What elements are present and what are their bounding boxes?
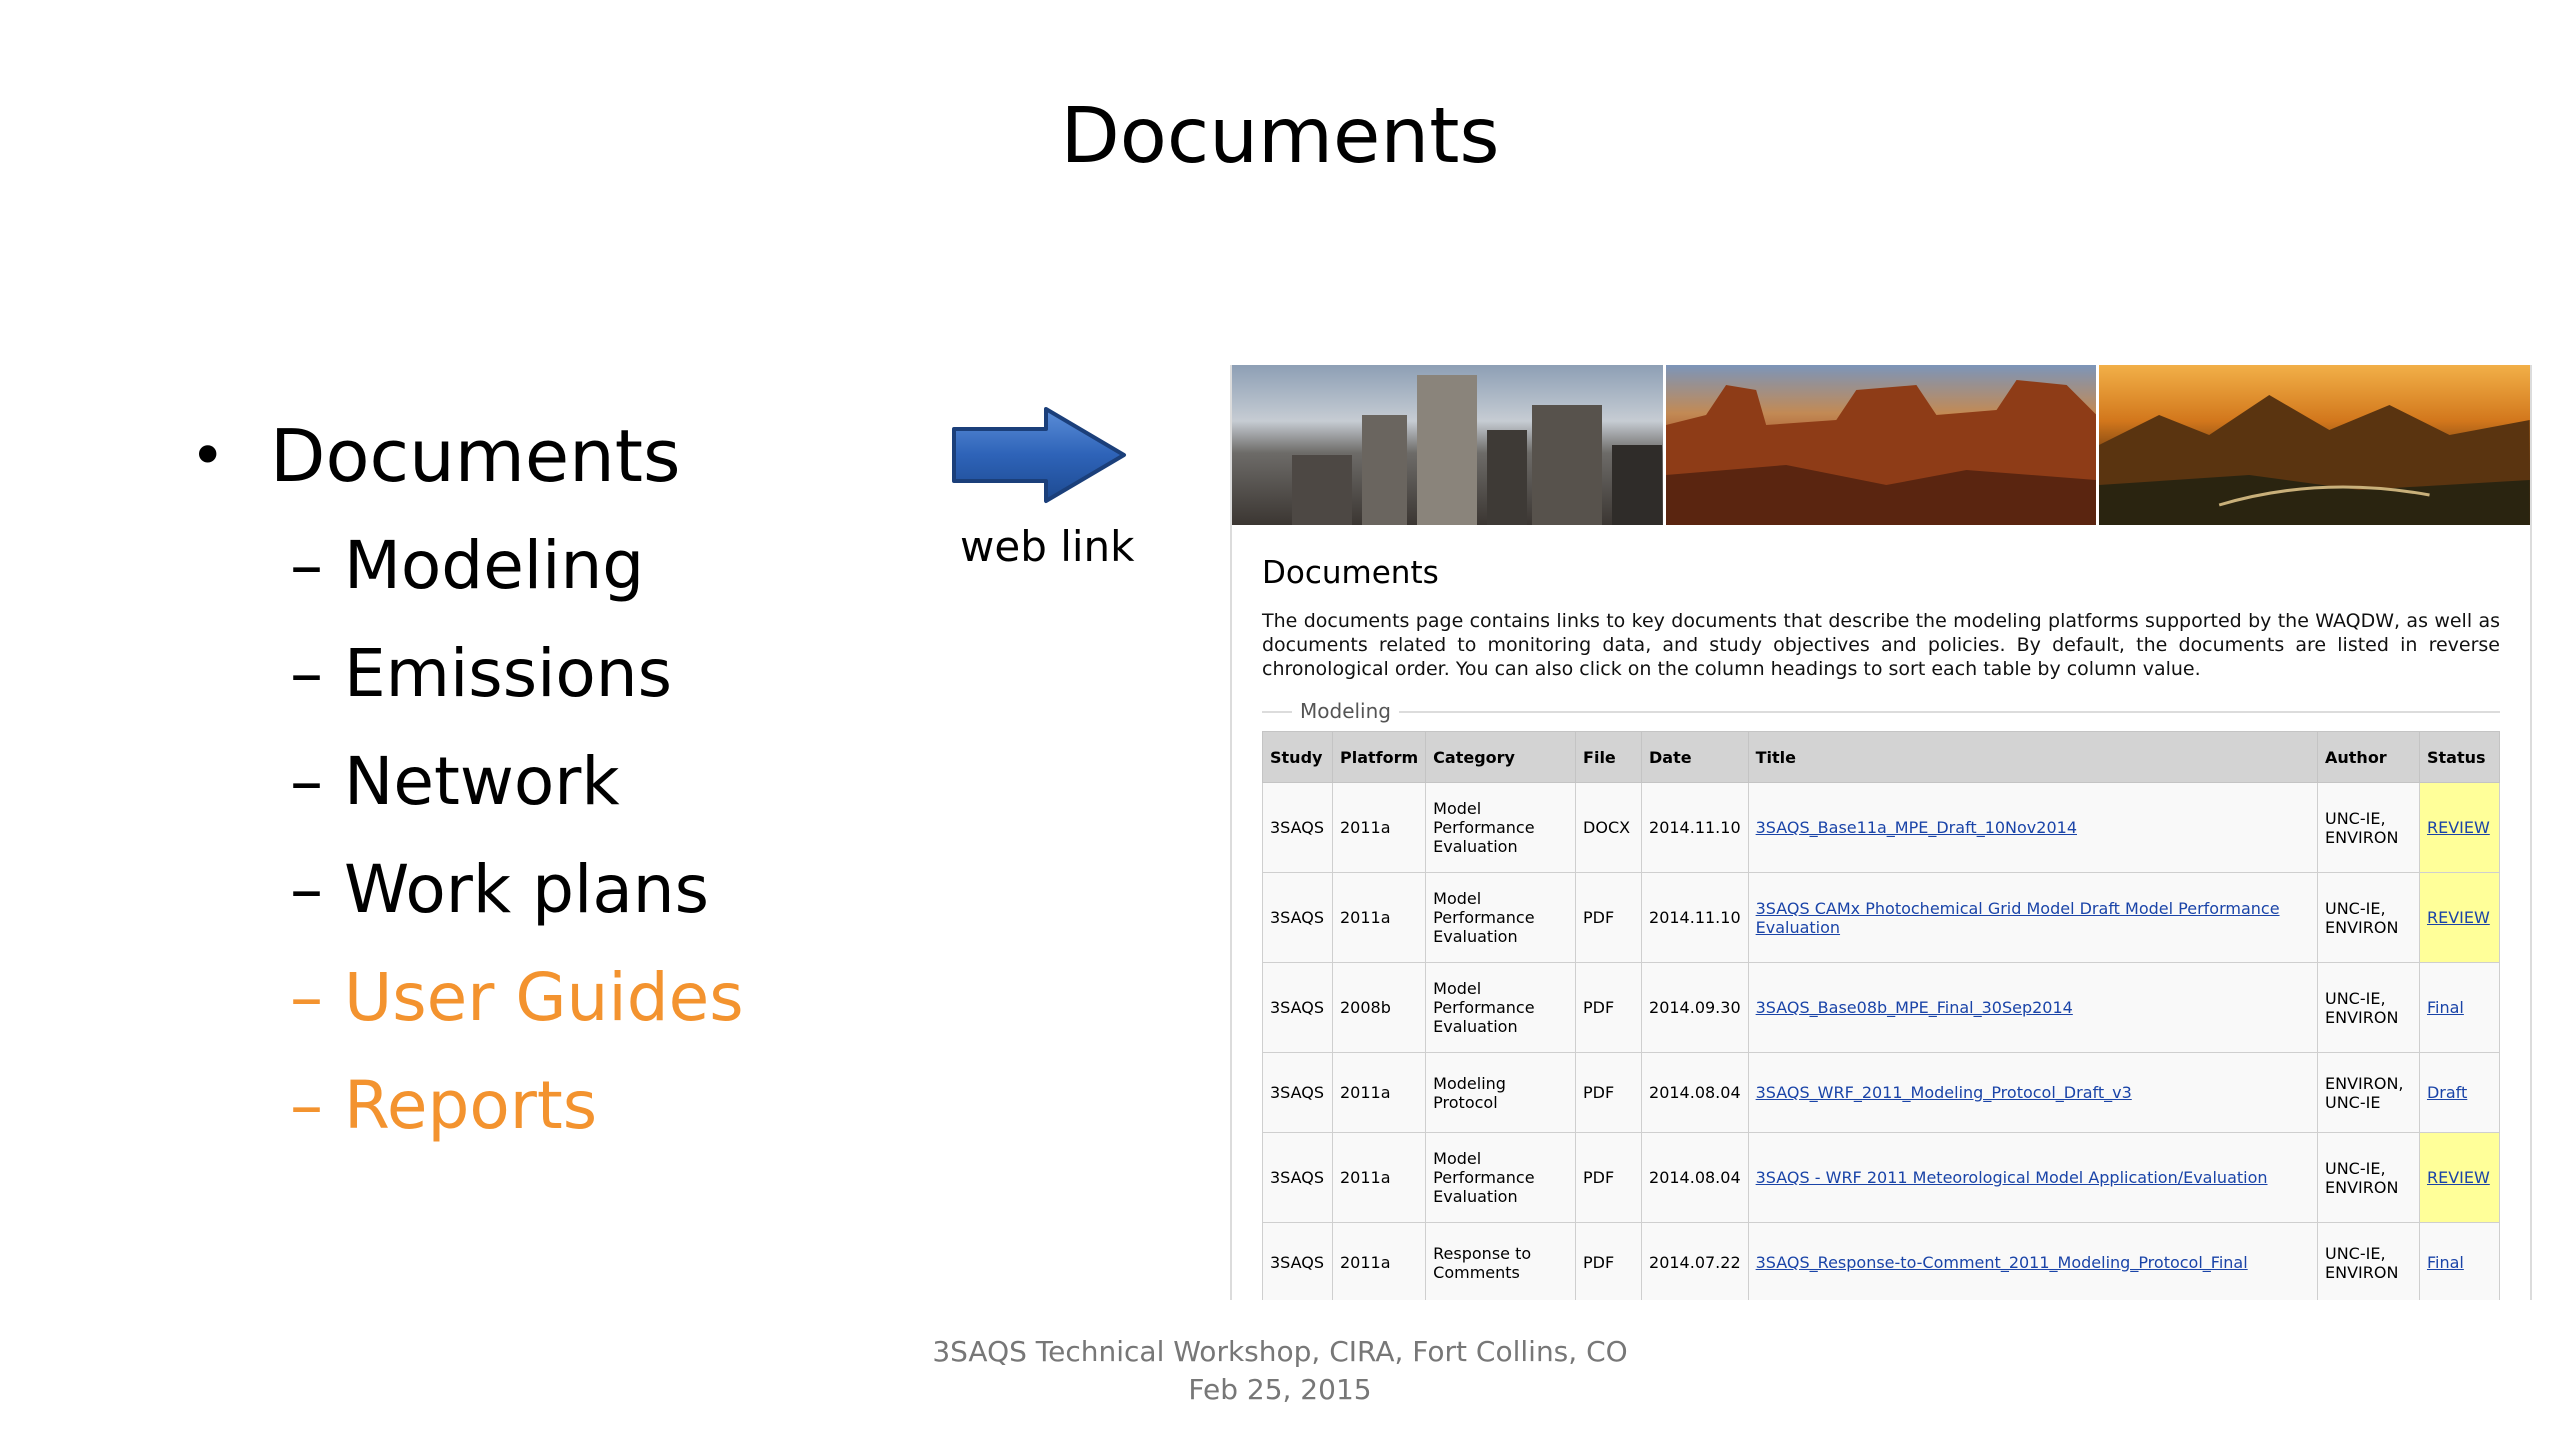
cell-status bbox=[2419, 873, 2499, 963]
document-link[interactable]: 3SAQS_Response-to-Comment_2011_Modeling_Protocol_Final bbox=[1755, 1253, 2248, 1272]
table-row bbox=[1263, 1133, 2500, 1223]
cell-author: UNC-IE, ENVIRON bbox=[2318, 783, 2420, 873]
cell-category: Model Performance Evaluation bbox=[1426, 1133, 1576, 1223]
right-arrow-icon bbox=[950, 405, 1130, 505]
sub-item-user-guides: – User Guides bbox=[290, 959, 744, 1036]
sub-item-emissions: – Emissions bbox=[290, 635, 673, 712]
cell-date: 2014.09.30 bbox=[1642, 963, 1749, 1053]
col-header-category[interactable]: Category bbox=[1426, 732, 1576, 783]
cell-date: 2014.07.22 bbox=[1642, 1223, 1749, 1301]
cell-study: 3SAQS bbox=[1263, 1223, 1333, 1301]
cell-category: Model Performance Evaluation bbox=[1426, 963, 1576, 1053]
cell-file: PDF bbox=[1576, 963, 1642, 1053]
cell-category: Model Performance Evaluation bbox=[1426, 873, 1576, 963]
col-header-study[interactable]: Study bbox=[1263, 732, 1333, 783]
slide-title: Documents bbox=[1060, 92, 1500, 181]
cell-status bbox=[2419, 1053, 2499, 1133]
table-row bbox=[1263, 963, 2500, 1053]
footer-event: 3SAQS Technical Workshop, CIRA, Fort Collins, CO bbox=[932, 1335, 1628, 1368]
status-link[interactable]: REVIEW bbox=[2426, 1168, 2490, 1187]
cell-platform: 2011a bbox=[1332, 1053, 1425, 1133]
sub-item-work-plans: – Work plans bbox=[290, 851, 709, 928]
slide-footer bbox=[0, 1333, 2560, 1409]
col-header-date[interactable]: Date bbox=[1642, 732, 1749, 783]
bullet-documents bbox=[190, 400, 744, 512]
section-legend: Modeling bbox=[1292, 699, 1399, 723]
sub-item-modeling: – Modeling bbox=[290, 527, 645, 604]
canyon-image bbox=[1666, 365, 2097, 525]
cell-date: 2014.08.04 bbox=[1642, 1133, 1749, 1223]
banner-images bbox=[1232, 365, 2530, 525]
cell-title bbox=[1748, 783, 2317, 873]
document-link[interactable]: 3SAQS_Base11a_MPE_Draft_10Nov2014 bbox=[1755, 818, 2077, 837]
status-link[interactable]: Draft bbox=[2426, 1083, 2468, 1102]
cell-platform: 2008b bbox=[1332, 963, 1425, 1053]
city-skyline-image bbox=[1232, 365, 1663, 525]
cell-date: 2014.11.10 bbox=[1642, 783, 1749, 873]
cell-status bbox=[2419, 1133, 2499, 1223]
cell-author: UNC-IE, ENVIRON bbox=[2318, 1133, 2420, 1223]
sub-item-network: – Network bbox=[290, 743, 620, 820]
section-modeling bbox=[1262, 699, 2500, 723]
cell-title bbox=[1748, 873, 2317, 963]
cell-platform: 2011a bbox=[1332, 873, 1425, 963]
cell-title bbox=[1748, 1133, 2317, 1223]
cell-date: 2014.11.10 bbox=[1642, 873, 1749, 963]
document-link[interactable]: 3SAQS_Base08b_MPE_Final_30Sep2014 bbox=[1755, 998, 2073, 1017]
cell-category: Model Performance Evaluation bbox=[1426, 783, 1576, 873]
document-link[interactable]: 3SAQS - WRF 2011 Meteorological Model Application/Evaluation bbox=[1755, 1168, 2268, 1187]
webpage-heading: Documents bbox=[1262, 555, 1439, 591]
col-header-file[interactable]: File bbox=[1576, 732, 1642, 783]
cell-status bbox=[2419, 1223, 2499, 1301]
cell-title bbox=[1748, 963, 2317, 1053]
table-row bbox=[1263, 1053, 2500, 1133]
status-link[interactable]: Final bbox=[2426, 1253, 2464, 1272]
cell-file: PDF bbox=[1576, 873, 1642, 963]
document-link[interactable]: 3SAQS CAMx Photochemical Grid Model Draft Model Performance Evaluation bbox=[1755, 898, 2280, 937]
table-row bbox=[1263, 873, 2500, 963]
cell-status bbox=[2419, 783, 2499, 873]
cell-title bbox=[1748, 1053, 2317, 1133]
bullet-list bbox=[190, 400, 744, 1160]
document-link[interactable]: 3SAQS_WRF_2011_Modeling_Protocol_Draft_v3 bbox=[1755, 1083, 2132, 1102]
cell-platform: 2011a bbox=[1332, 1133, 1425, 1223]
cell-author: UNC-IE, ENVIRON bbox=[2318, 873, 2420, 963]
cell-platform: 2011a bbox=[1332, 1223, 1425, 1301]
section-divider bbox=[1262, 711, 2500, 713]
cell-status bbox=[2419, 963, 2499, 1053]
bullet-label: Documents bbox=[270, 414, 681, 498]
webpage-screenshot bbox=[1230, 365, 2532, 1300]
cell-platform: 2011a bbox=[1332, 783, 1425, 873]
mountain-sunset-image bbox=[2099, 365, 2530, 525]
cell-file: PDF bbox=[1576, 1133, 1642, 1223]
table-row bbox=[1263, 1223, 2500, 1301]
status-link[interactable]: Final bbox=[2426, 998, 2464, 1017]
col-header-author[interactable]: Author bbox=[2318, 732, 2420, 783]
cell-author: UNC-IE, ENVIRON bbox=[2318, 1223, 2420, 1301]
status-link[interactable]: REVIEW bbox=[2426, 818, 2490, 837]
webpage-description: The documents page contains links to key documents that describe the modeling platforms supported by the WAQDW, as well as documents related to monitoring data, and study objectives and policies. By default, the documents are listed in reverse chronological order. You can also click on the column headings to sort each table by column value. bbox=[1262, 610, 2500, 680]
col-header-status[interactable]: Status bbox=[2419, 732, 2499, 783]
cell-title bbox=[1748, 1223, 2317, 1301]
documents-table bbox=[1262, 731, 2500, 1300]
cell-file: PDF bbox=[1576, 1053, 1642, 1133]
cell-author: UNC-IE, ENVIRON bbox=[2318, 963, 2420, 1053]
cell-study: 3SAQS bbox=[1263, 1053, 1333, 1133]
cell-study: 3SAQS bbox=[1263, 1133, 1333, 1223]
cell-study: 3SAQS bbox=[1263, 873, 1333, 963]
footer-date: Feb 25, 2015 bbox=[1188, 1373, 1372, 1406]
sub-item-reports: – Reports bbox=[290, 1067, 598, 1144]
cell-date: 2014.08.04 bbox=[1642, 1053, 1749, 1133]
col-header-platform[interactable]: Platform bbox=[1332, 732, 1425, 783]
cell-study: 3SAQS bbox=[1263, 963, 1333, 1053]
cell-category: Modeling Protocol bbox=[1426, 1053, 1576, 1133]
cell-file: DOCX bbox=[1576, 783, 1642, 873]
bullet-dot-icon: • bbox=[190, 421, 226, 491]
status-link[interactable]: REVIEW bbox=[2426, 908, 2490, 927]
cell-file: PDF bbox=[1576, 1223, 1642, 1301]
cell-study: 3SAQS bbox=[1263, 783, 1333, 873]
cell-author: ENVIRON, UNC-IE bbox=[2318, 1053, 2420, 1133]
cell-category: Response to Comments bbox=[1426, 1223, 1576, 1301]
table-row bbox=[1263, 783, 2500, 873]
web-link-caption: web link bbox=[960, 522, 1135, 571]
col-header-title[interactable]: Title bbox=[1748, 732, 2317, 783]
